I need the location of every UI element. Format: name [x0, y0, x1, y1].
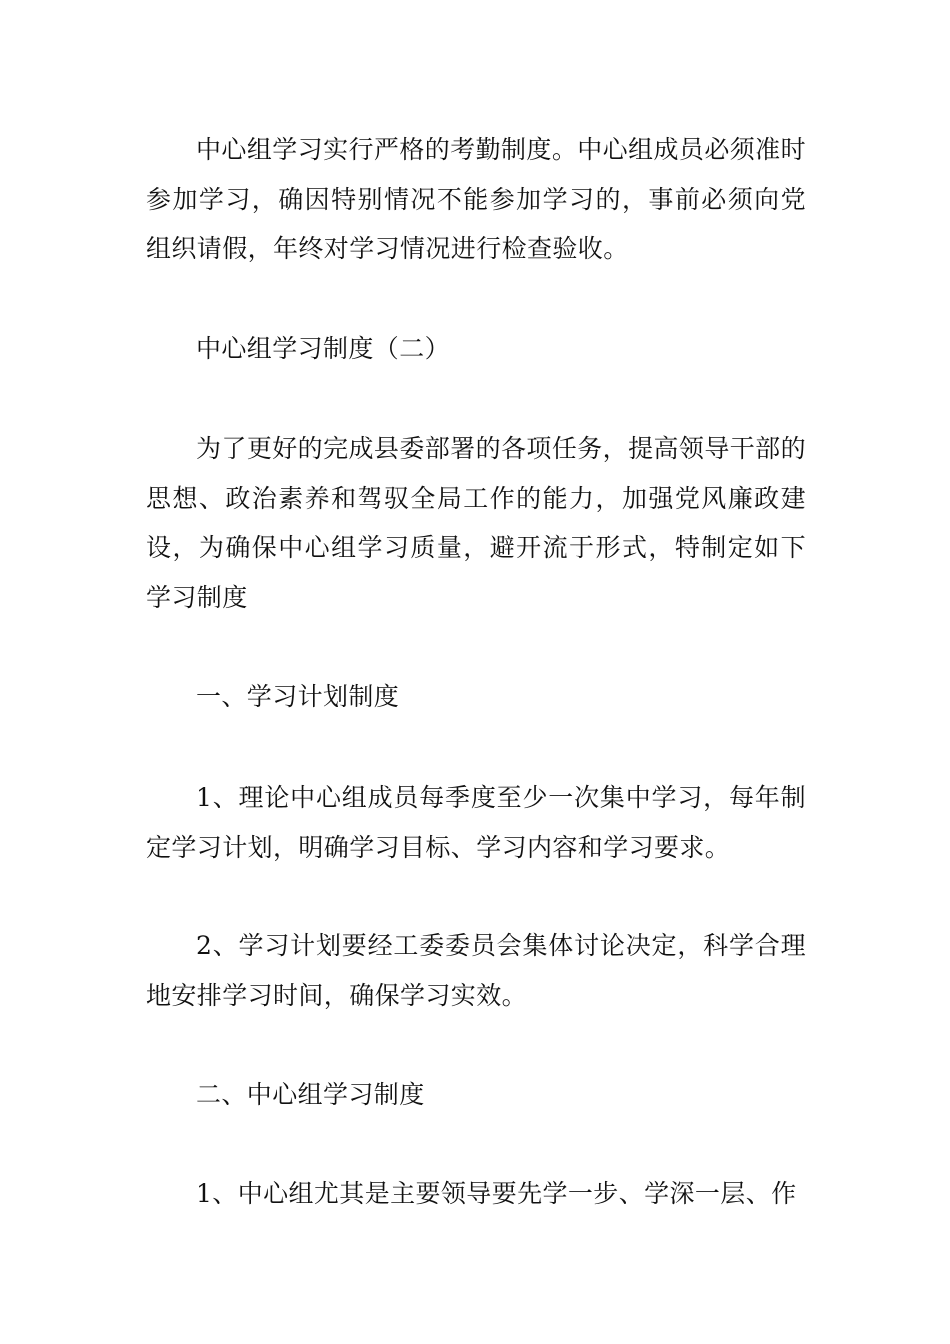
- paragraph-plan-item-1: 1、理论中心组成员每季度至少一次集中学习，每年制定学习计划，明确学习目标、学习内容和学习要求。: [146, 783, 806, 862]
- heading-central-group-study-system: 二、中心组学习制度: [196, 1080, 425, 1109]
- heading-study-plan-system: 一、学习计划制度: [196, 682, 400, 711]
- section-heading-system-two: 中心组学习制度（二）: [196, 334, 451, 363]
- paragraph-attendance: 中心组学习实行严格的考勤制度。中心组成员必须准时参加学习，确因特别情况不能参加学习的，事前必须向党组织请假，年终对学习情况进行检查验收。: [146, 135, 806, 263]
- paragraph-plan-item-2: 2、学习计划要经工委委员会集体讨论决定，科学合理地安排学习时间，确保学习实效。: [146, 931, 806, 1010]
- paragraph-group-item-1: 1、中心组尤其是主要领导要先学一步、学深一层、作: [196, 1179, 797, 1208]
- paragraph-introduction: 为了更好的完成县委部署的各项任务，提高领导干部的思想、政治素养和驾驭全局工作的能力，加强党风廉政建设，为确保中心组学习质量，避开流于形式，特制定如下学习制度: [146, 434, 806, 612]
